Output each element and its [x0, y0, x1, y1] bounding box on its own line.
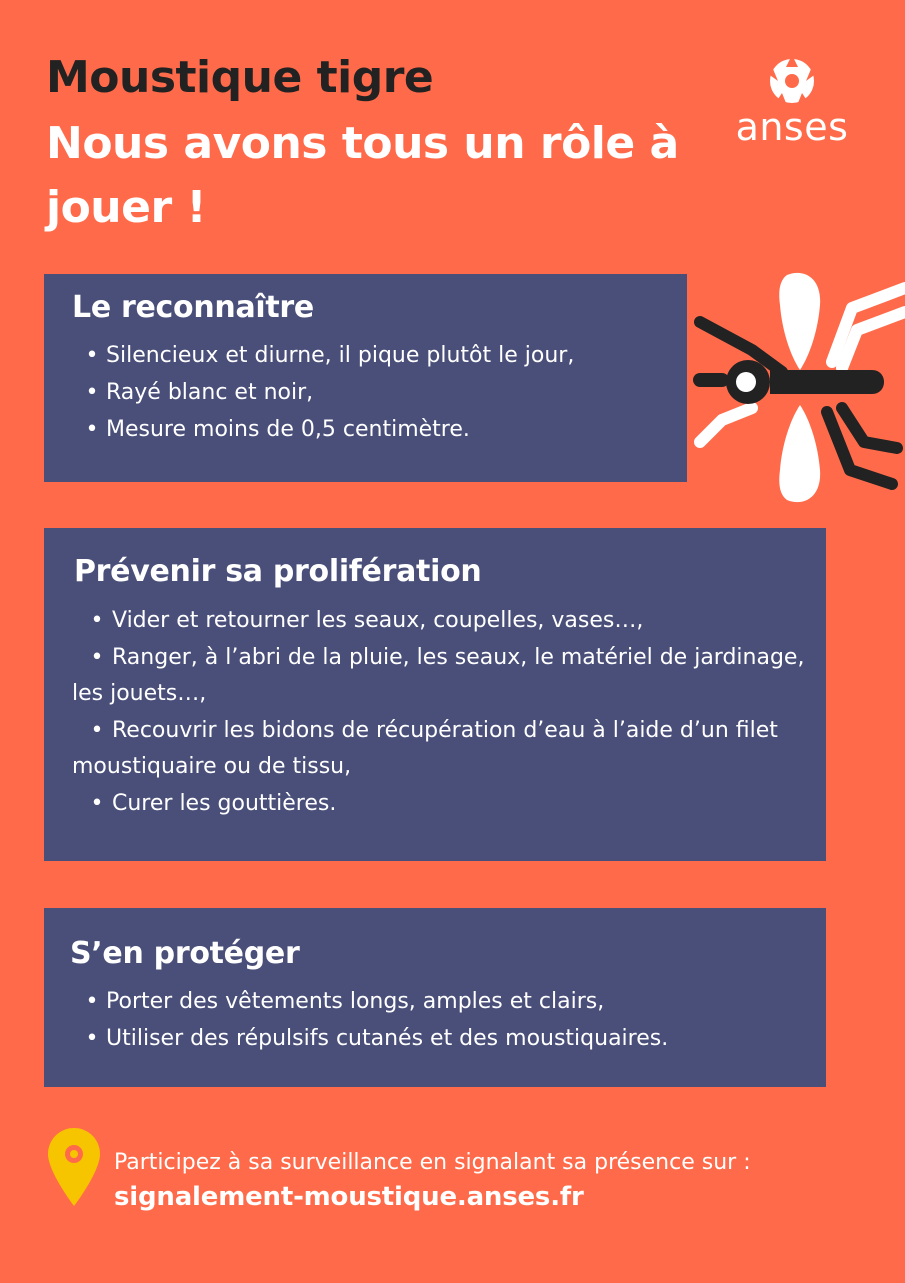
- location-pin-icon: [48, 1128, 100, 1206]
- list-item: • Silencieux et diurne, il pique plutôt le jour,: [85, 343, 575, 368]
- recognize-title: Le reconnaître: [72, 290, 314, 325]
- recognize-section: [44, 274, 687, 482]
- protect-title: S’en protéger: [70, 936, 300, 971]
- page-title: Moustique tigre: [46, 52, 434, 103]
- anses-star-icon: [764, 55, 820, 107]
- list-item: • Ranger, à l’abri de la pluie, les seaux, le matériel de jardinage, les jouets…,: [72, 644, 805, 706]
- list-item: • Rayé blanc et noir,: [85, 380, 314, 405]
- mosquito-icon: [692, 270, 905, 505]
- footer-text: Participez à sa surveillance en signalant sa présence sur :: [114, 1150, 751, 1175]
- protect-section: [44, 908, 826, 1087]
- list-item: • Vider et retourner les seaux, coupelles, vases…,: [90, 608, 644, 633]
- list-item: • Recouvrir les bidons de récupération d’eau à l’aide d’un filet moustiquaire ou de tissu,: [72, 717, 778, 779]
- prevent-section: [44, 528, 826, 861]
- list-item: • Mesure moins de 0,5 centimètre.: [85, 417, 470, 442]
- footer-url-link[interactable]: signalement-moustique.anses.fr: [114, 1182, 584, 1212]
- page-subtitle: Nous avons tous un rôle à jouer !: [46, 118, 679, 233]
- prevent-title: Prévenir sa prolifération: [74, 554, 482, 589]
- anses-logo-text: anses: [735, 105, 849, 149]
- anses-logo: [722, 55, 862, 155]
- list-item: • Utiliser des répulsifs cutanés et des moustiquaires.: [85, 1026, 669, 1051]
- list-item: • Curer les gouttières.: [90, 790, 337, 816]
- list-item: • Porter des vêtements longs, amples et clairs,: [85, 989, 605, 1014]
- recognize-list: [72, 337, 687, 448]
- protect-list: [70, 983, 826, 1057]
